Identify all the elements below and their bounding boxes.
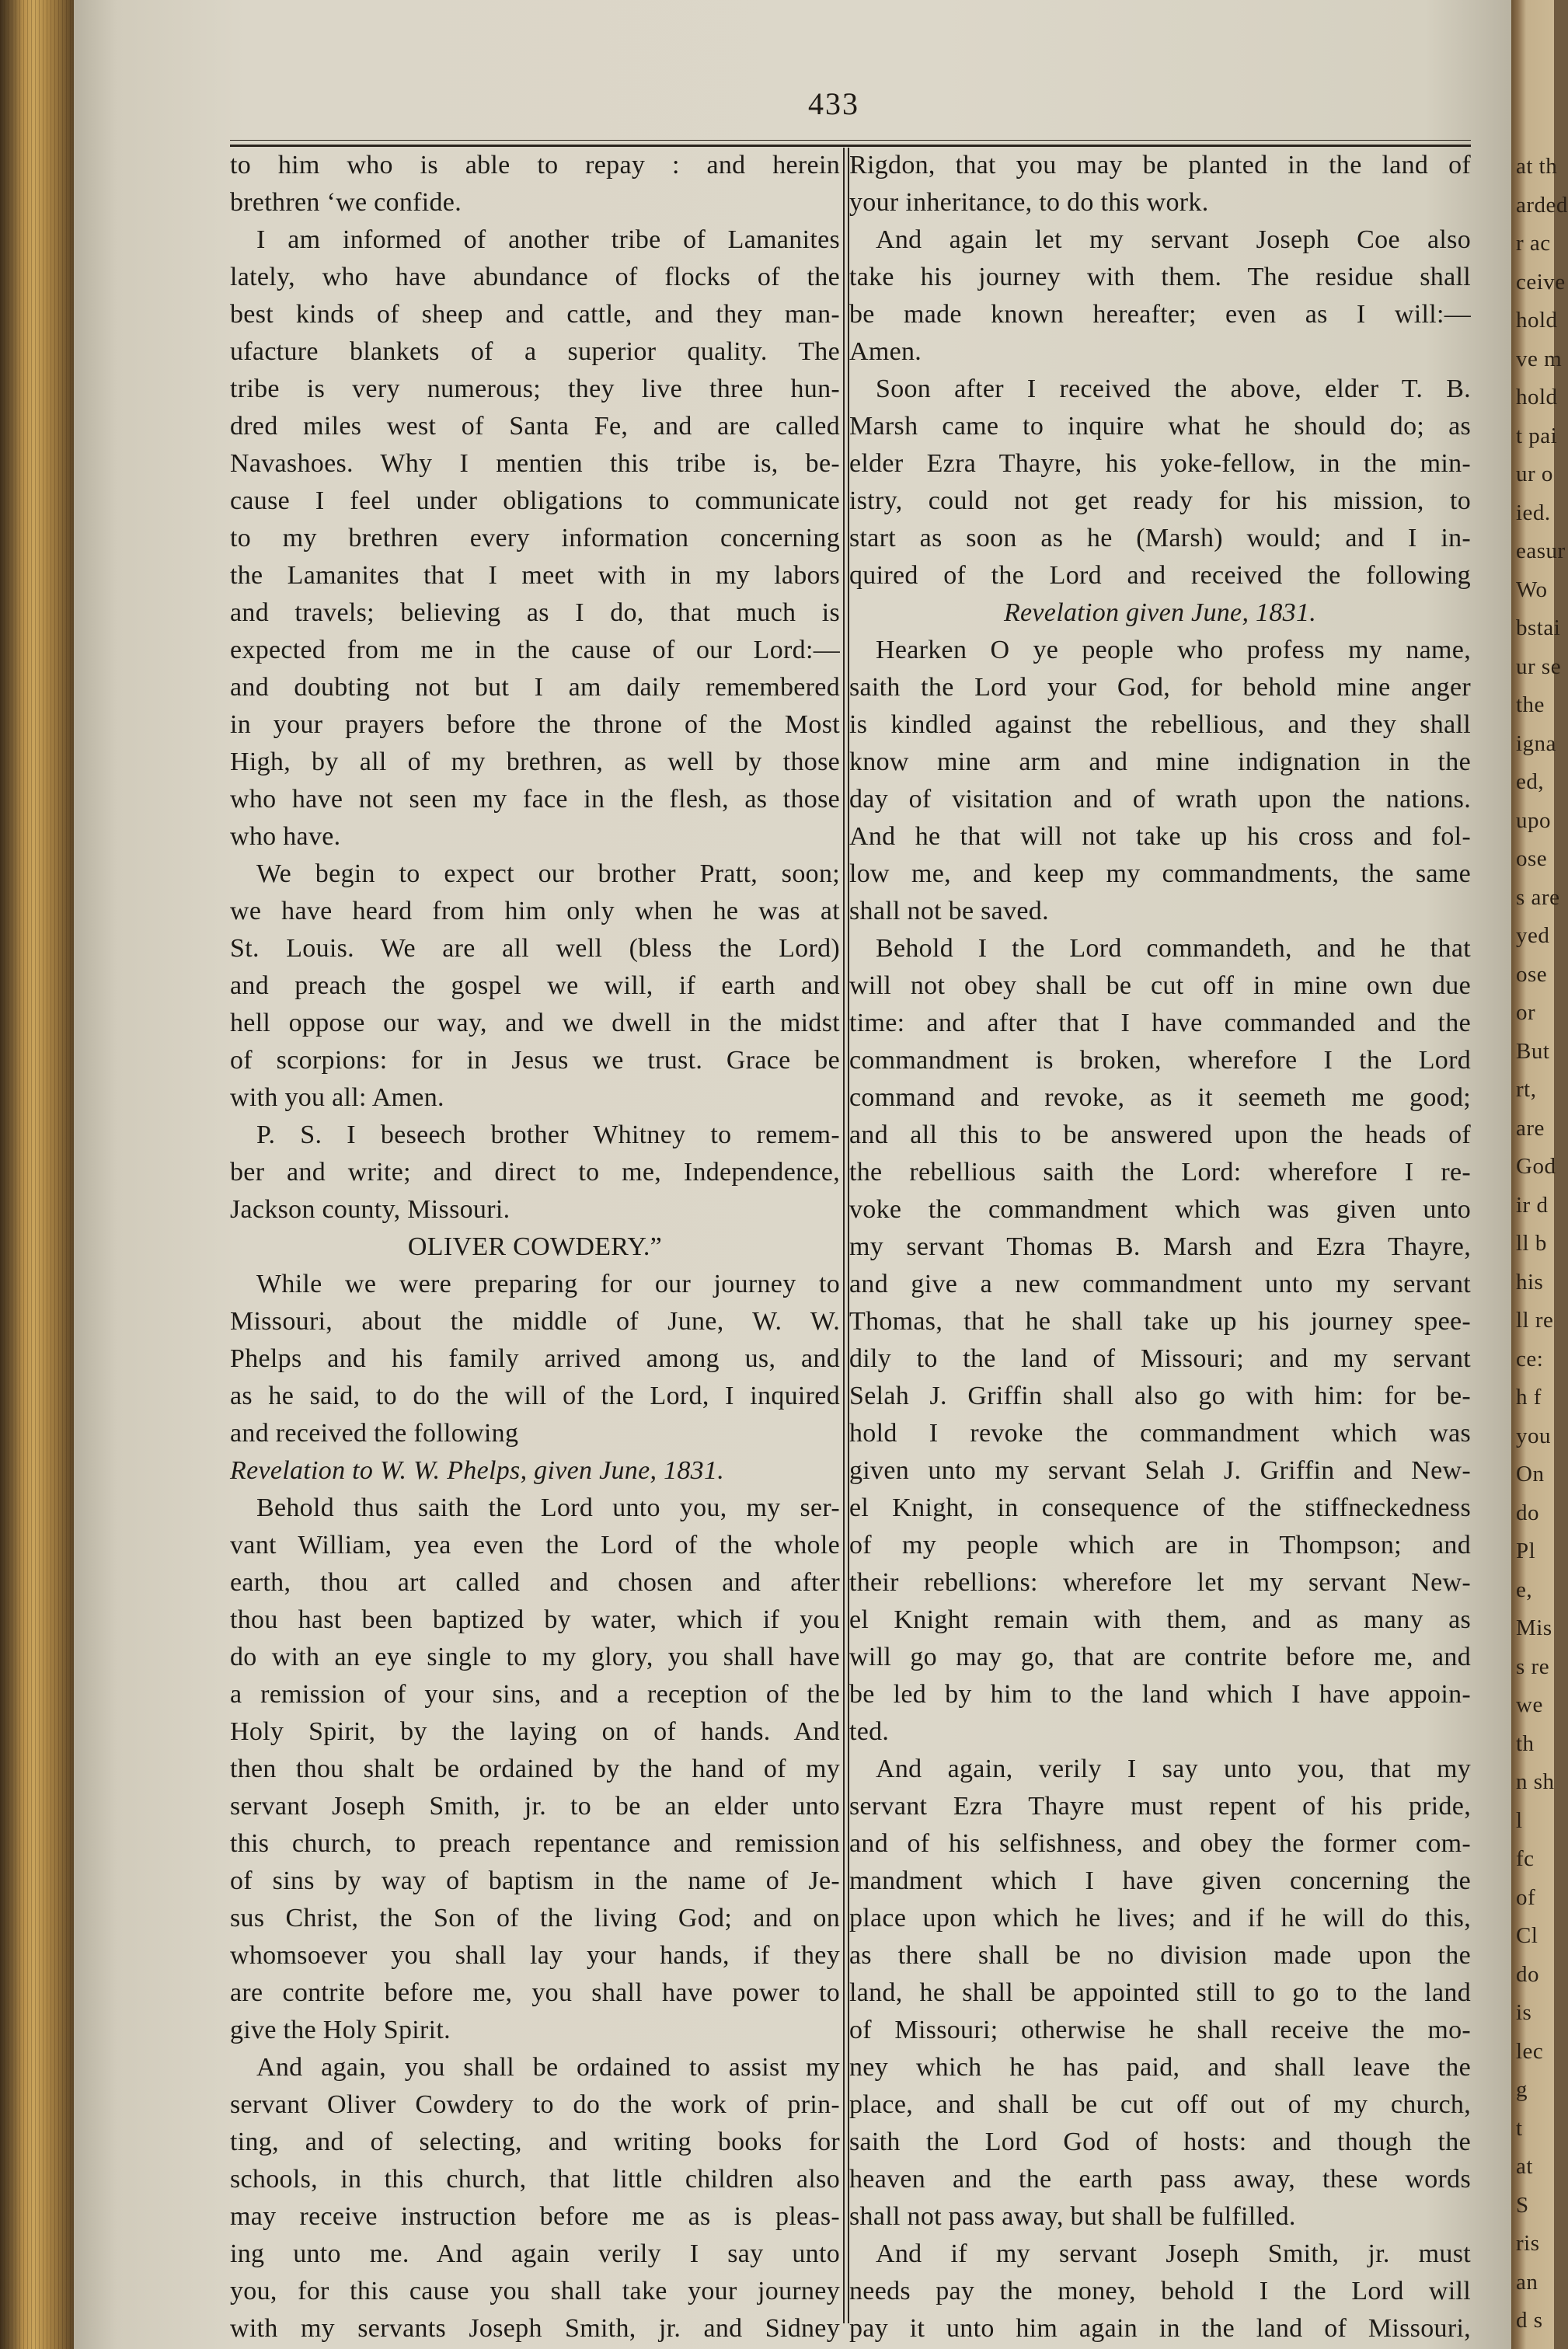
left-column-line: this church, to preach repentance and remission [230, 1829, 840, 1858]
right-column-line: take his journey with them. The residue shall [849, 263, 1471, 291]
right-column-line: given unto my servant Selah J. Griffin and New- [849, 1456, 1471, 1485]
adjacent-page-fragment: h f [1516, 1385, 1542, 1410]
right-column-line: voke the commandment which was given unto [849, 1195, 1471, 1224]
adjacent-page-fragment: is [1516, 2000, 1532, 2025]
adjacent-page-fragment: lec [1516, 2038, 1544, 2064]
right-column-line: command and revoke, as it seemeth me good; [849, 1083, 1471, 1112]
adjacent-page-edge [1511, 0, 1568, 2349]
left-column-line: of scorpions: for in Jesus we trust. Grace be [230, 1046, 840, 1075]
adjacent-page-fragment: his [1516, 1269, 1544, 1295]
right-column-line: their rebellions: wherefore let my servant New- [849, 1568, 1471, 1597]
right-column-line: saith the Lord God of hosts: and though the [849, 2128, 1471, 2156]
left-column-line: Revelation to W. W. Phelps, given June, 1831. [230, 1456, 725, 1485]
left-column-line: ber and write; and direct to me, Independence, [230, 1158, 840, 1187]
left-column-line: who have not seen my face in the flesh, as those [230, 785, 840, 814]
adjacent-page-fragment: Cl [1516, 1923, 1538, 1948]
right-column-line: servant Ezra Thayre must repent of his pride, [849, 1792, 1471, 1821]
column-divider [843, 148, 845, 2323]
right-column-line: know mine arm and mine indignation in the [849, 748, 1471, 776]
left-column-line: give the Holy Spirit. [230, 2016, 451, 2044]
right-column-line: saith the Lord your God, for behold mine anger [849, 673, 1471, 702]
right-column-line: needs pay the money, behold I the Lord will [849, 2277, 1471, 2305]
right-column-line: place upon which he lives; and if he will do this, [849, 1904, 1471, 1933]
adjacent-page-fragment: of [1516, 1884, 1536, 1910]
adjacent-page-fragment: d s [1516, 2308, 1543, 2333]
right-column-line: el Knight, in consequence of the stiffneckedness [849, 1493, 1471, 1522]
left-column-line: High, by all of my brethren, as well by those [230, 748, 840, 776]
right-column-line: low me, and keep my commandments, the same [849, 859, 1471, 888]
right-column-line: And if my servant Joseph Smith, jr. must [876, 2239, 1471, 2268]
adjacent-page-fragment: S [1516, 2192, 1529, 2218]
right-column-line: as there shall be no division made upon the [849, 1941, 1471, 1970]
right-column-line: be led by him to the land which I have appoin- [849, 1680, 1471, 1709]
right-column-line: Revelation given June, 1831. [1003, 598, 1317, 627]
left-column-line: and travels; believing as I do, that much is [230, 598, 840, 627]
right-column-line: shall not pass away, but shall be fulfilled. [849, 2202, 1296, 2231]
right-column-line: mandment which I have given concerning the [849, 1866, 1471, 1895]
left-column-line: dred miles west of Santa Fe, and are called [230, 412, 840, 441]
right-column-line: Hearken O ye people who profess my name, [876, 636, 1471, 664]
adjacent-page-fragment: arded [1516, 192, 1568, 218]
adjacent-page-fragment: s are [1516, 884, 1560, 910]
adjacent-page-fragment: ir d [1516, 1192, 1549, 1218]
adjacent-page-fragment: do [1516, 1500, 1539, 1525]
left-column-line: servant Oliver Cowdery to do the work of prin- [230, 2090, 840, 2119]
adjacent-page-fragment: s re [1516, 1654, 1550, 1679]
right-column-line: your inheritance, to do this work. [849, 188, 1209, 217]
right-column-line: Selah J. Griffin shall also go with him: for be- [849, 1382, 1471, 1410]
adjacent-page-fragment: we [1516, 1692, 1543, 1717]
left-column-line: schools, in this church, that little children also [230, 2165, 840, 2194]
right-column-line: is kindled against the rebellious, and they shall [849, 710, 1471, 739]
adjacent-page-fragment: igna [1516, 730, 1556, 756]
left-column-line: and preach the gospel we will, if earth and [230, 971, 840, 1000]
right-column-line: elder Ezra Thayre, his yoke-fellow, in the min- [849, 449, 1471, 478]
left-column-line: who have. [230, 822, 341, 851]
left-column-line: may receive instruction before me as is pleas- [230, 2202, 840, 2231]
left-column-line: tribe is very numerous; they live three hun- [230, 375, 840, 403]
adjacent-page-fragment: n sh [1516, 1769, 1555, 1794]
left-column-line: expected from me in the cause of our Lord:— [230, 636, 840, 664]
adjacent-page-fragment: are [1516, 1115, 1545, 1141]
left-column-line: P. S. I beseech brother Whitney to remem- [256, 1120, 840, 1149]
right-column-line: Amen. [849, 337, 922, 366]
adjacent-page-fragment: rt, [1516, 1077, 1537, 1102]
left-column-line: hell oppose our way, and we dwell in the midst [230, 1009, 840, 1037]
right-column-line: Rigdon, that you may be planted in the land of [849, 151, 1471, 179]
left-column-line: in your prayers before the throne of the Most [230, 710, 840, 739]
adjacent-page-fragment: God [1516, 1154, 1556, 1179]
left-column-line: of sins by way of baptism in the name of Je- [230, 1866, 840, 1895]
header-rule-thin [230, 140, 1471, 141]
left-column-line: brethren ʻwe confide. [230, 188, 462, 217]
left-column-line: And again, you shall be ordained to assist my [256, 2053, 840, 2082]
right-column-line: and all this to be answered upon the heads of [849, 1120, 1471, 1149]
adjacent-page-fragment: t pai [1516, 423, 1558, 448]
left-column-line: with my servants Joseph Smith, jr. and Sidney [230, 2314, 840, 2343]
adjacent-page-fragment: ceive [1516, 269, 1566, 294]
right-column-line: heaven and the earth pass away, these words [849, 2165, 1471, 2194]
right-column-line: will go may go, that are contrite before me, and [849, 1643, 1471, 1671]
right-column-line: will not obey shall be cut off in mine own due [849, 971, 1471, 1000]
left-column-line: St. Louis. We are all well (bless the Lord) [230, 934, 840, 963]
left-column-line: While we were preparing for our journey to [256, 1270, 840, 1298]
right-column-line: dily to the land of Missouri; and my servant [849, 1344, 1471, 1373]
adjacent-page-fragment: t [1516, 2115, 1523, 2141]
adjacent-page-fragment: ur o [1516, 462, 1553, 486]
left-column-line: Holy Spirit, by the laying on of hands. And [230, 1717, 840, 1746]
right-column-line: time: and after that I have commanded and the [849, 1009, 1471, 1037]
right-column-line: my servant Thomas B. Marsh and Ezra Thayre, [849, 1232, 1471, 1261]
adjacent-page-fragment: ed, [1516, 769, 1545, 794]
adjacent-page-fragment: do [1516, 1961, 1539, 1987]
left-column-line: then thou shalt be ordained by the hand of my [230, 1755, 840, 1783]
left-column-line: Behold thus saith the Lord unto you, my ser- [256, 1493, 840, 1522]
adjacent-page-fragment: Mis [1516, 1615, 1552, 1640]
adjacent-page-fragment: th [1516, 1730, 1535, 1756]
left-column-line: as he said, to do the will of the Lord, I inquired [230, 1382, 840, 1410]
left-column-line: We begin to expect our brother Pratt, soon; [256, 859, 840, 888]
adjacent-page-fragment: hold [1516, 308, 1558, 333]
right-column-line: day of visitation and of wrath upon the nations. [849, 785, 1471, 814]
left-column-line: vant William, yea even the Lord of the whole [230, 1531, 840, 1560]
adjacent-page-fragment: ce: [1516, 1346, 1544, 1371]
right-column-line: el Knight remain with them, and as many as [849, 1605, 1471, 1634]
adjacent-page-fragment: ose [1516, 846, 1548, 871]
adjacent-page-fragment: Wo [1516, 577, 1548, 602]
left-column-line: thou hast been baptized by water, which if you [230, 1605, 840, 1634]
right-column-line: Behold I the Lord commandeth, and he that [876, 934, 1471, 963]
left-column-line: ting, and of selecting, and writing books for [230, 2128, 840, 2156]
adjacent-page-fragment: easur [1516, 538, 1566, 563]
right-column-line: quired of the Lord and received the following [849, 561, 1471, 590]
adjacent-page-fragment: ose [1516, 961, 1548, 987]
adjacent-page-fragment: yed [1516, 923, 1550, 948]
right-column-line: istry, could not get ready for his mission, to [849, 486, 1471, 515]
left-column-line: cause I feel under obligations to communicate [230, 486, 840, 515]
left-column-line: I am informed of another tribe of Lamanites [256, 225, 840, 254]
header-rule [230, 145, 1471, 147]
adjacent-page-fragment: ris [1516, 2231, 1540, 2256]
right-column-line: ted. [849, 1717, 890, 1746]
left-column-line: to my brethren every information concerning [230, 524, 840, 552]
adjacent-page-fragment: l [1516, 1807, 1523, 1833]
adjacent-page-fragment: upo [1516, 807, 1551, 833]
right-column-line: pay it unto him again in the land of Missouri, [849, 2314, 1471, 2343]
right-column-line: of Missouri; otherwise he shall receive the mo- [849, 2016, 1471, 2044]
adjacent-page-fragment: e, [1516, 1577, 1533, 1602]
left-column-line: lately, who have abundance of flocks of the [230, 263, 840, 291]
left-column-line: and doubting not but I am daily remembered [230, 673, 840, 702]
adjacent-page-fragment: at th [1516, 154, 1558, 179]
right-column-line: Soon after I received the above, elder T. B. [876, 375, 1471, 403]
adjacent-page-fragment: ied. [1516, 500, 1551, 525]
right-column-line: shall not be saved. [849, 897, 1049, 925]
left-column-line: ing unto me. And again verily I say unto [230, 2239, 840, 2268]
right-column-line: And again, verily I say unto you, that my [876, 1755, 1471, 1783]
adjacent-page-fragment: at [1516, 2154, 1533, 2179]
adjacent-page-fragment: bstai [1516, 615, 1561, 640]
adjacent-page-fragment: Pl [1516, 1539, 1536, 1563]
left-column-line: with you all: Amen. [230, 1083, 444, 1112]
right-column-line: place, and shall be cut off out of my church, [849, 2090, 1471, 2119]
adjacent-page-fragment: On [1516, 1462, 1545, 1486]
left-column-line: Jackson county, Missouri. [230, 1195, 510, 1224]
left-column-line: servant Joseph Smith, jr. to be an elder unto [230, 1792, 840, 1821]
adjacent-page-fragment: you [1516, 1423, 1551, 1448]
right-column-line: and give a new commandment unto my servant [849, 1270, 1471, 1298]
adjacent-page-fragment: r ac [1516, 231, 1551, 256]
right-column-line: of my people which are in Thompson; and [849, 1531, 1471, 1560]
adjacent-page-fragment: ur se [1516, 653, 1562, 679]
left-column-line: to him who is able to repay : and herein [230, 151, 840, 179]
left-column-line: ufacture blankets of a superior quality. The [230, 337, 840, 366]
right-column-line: ney which he has paid, and shall leave the [849, 2053, 1471, 2082]
adjacent-page-fragment: But [1516, 1038, 1550, 1064]
left-column-line: a remission of your sins, and a reception of the [230, 1680, 840, 1709]
adjacent-page-fragment: ve m [1516, 346, 1563, 371]
binding-page-edges [0, 0, 74, 2349]
left-column-line: Phelps and his family arrived among us, and [230, 1344, 840, 1373]
left-column-line: the Lamanites that I meet with in my labors [230, 561, 840, 590]
right-column-line: hold I revoke the commandment which was [849, 1419, 1471, 1448]
left-column-line: we have heard from him only when he was at [230, 897, 840, 925]
left-column-line: best kinds of sheep and cattle, and they man- [230, 300, 840, 329]
left-column-line: do with an eye single to my glory, you shall have [230, 1643, 840, 1671]
adjacent-page-fragment: fc [1516, 1846, 1535, 1871]
right-column-line: be made known hereafter; even as I will:— [849, 300, 1471, 329]
adjacent-page-fragment: or [1516, 1000, 1536, 1025]
right-column-line: land, he shall be appointed still to go to the land [849, 1978, 1471, 2007]
left-column-line: OLIVER COWDERY.” [407, 1232, 663, 1261]
right-column-line: Marsh came to inquire what he should do; as [849, 412, 1471, 441]
right-column-line: And again let my servant Joseph Coe also [876, 225, 1471, 254]
adjacent-page-fragment: hold [1516, 385, 1558, 410]
right-column-line: And he that will not take up his cross and fol- [849, 822, 1471, 851]
left-column-line: whomsoever you shall lay your hands, if they [230, 1941, 840, 1970]
adjacent-page-fragment: g [1516, 2077, 1528, 2102]
left-column-line: are contrite before me, you shall have power to [230, 1978, 840, 2007]
left-column-line: and received the following [230, 1419, 519, 1448]
right-column-line: Thomas, that he shall take up his journey spee- [849, 1307, 1471, 1336]
left-column-line: Navashoes. Why I mentien this tribe is, be- [230, 449, 840, 478]
left-column-line: earth, thou art called and chosen and after [230, 1568, 840, 1597]
right-column-line: the rebellious saith the Lord: wherefore I re- [849, 1158, 1471, 1187]
adjacent-page-fragment: the [1516, 692, 1545, 717]
adjacent-page-fragment: an [1516, 2269, 1538, 2295]
adjacent-page-fragment: ll b [1516, 1231, 1547, 1256]
left-column-line: you, for this cause you shall take your journey [230, 2277, 840, 2305]
adjacent-page-fragment: ll re [1516, 1308, 1554, 1333]
left-column-line: Missouri, about the middle of June, W. W. [230, 1307, 840, 1336]
right-column-line: and of his selfishness, and obey the former com- [849, 1829, 1471, 1858]
page-number: 433 [808, 86, 859, 121]
left-column-line: sus Christ, the Son of the living God; and on [230, 1904, 840, 1933]
right-column-line: start as soon as he (Marsh) would; and I in- [849, 524, 1471, 552]
right-column-line: commandment is broken, wherefore I the Lord [849, 1046, 1471, 1075]
